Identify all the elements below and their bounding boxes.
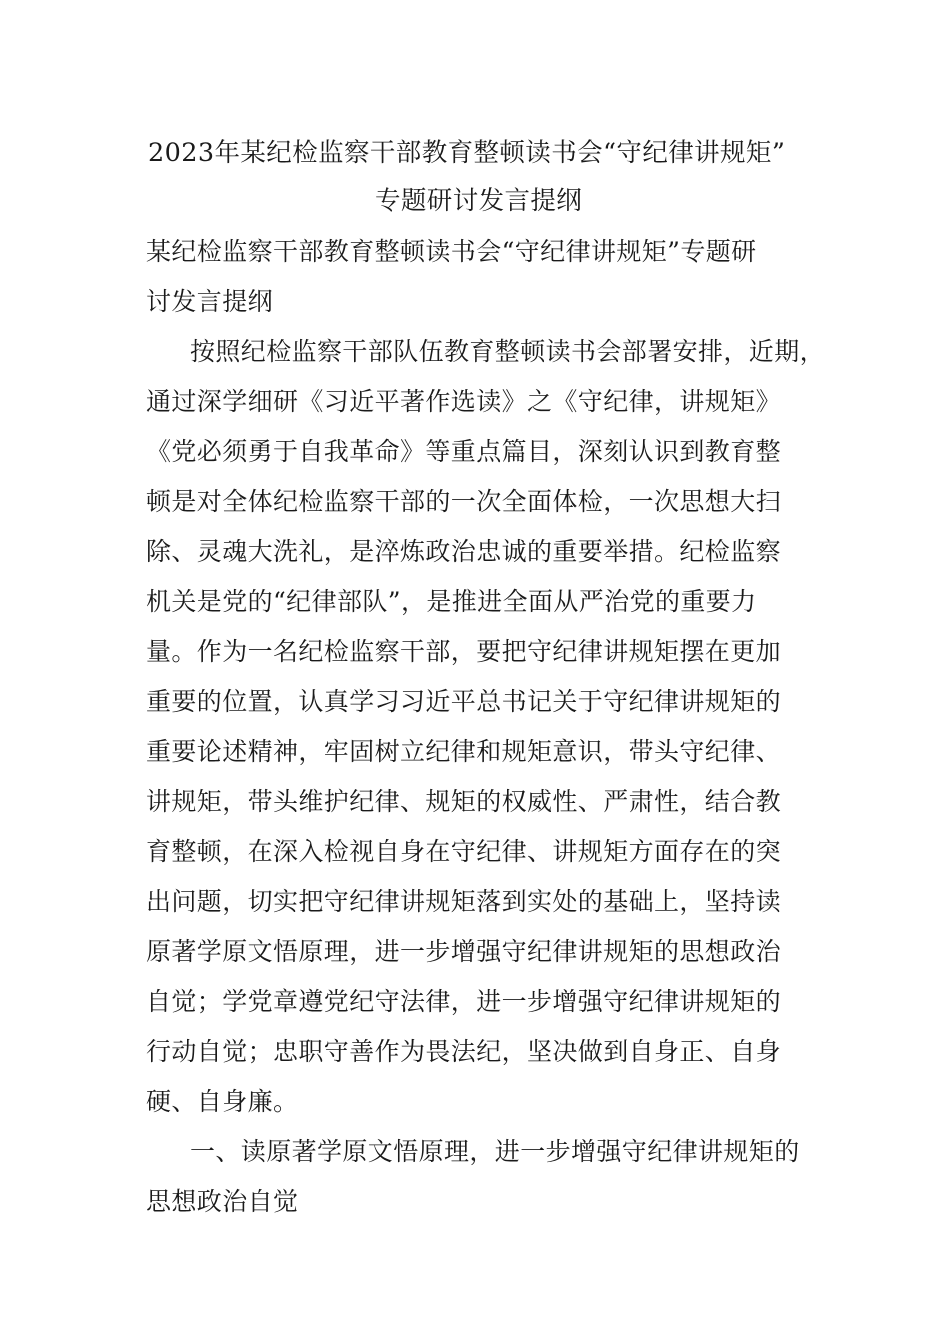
body-paragraph-line: 通过深学细研《习近平著作选读》之《守纪律，讲规矩》 [146, 387, 782, 416]
body-paragraph-line: 《党必须勇于自我革命》等重点篇目，深刻认识到教育整 [146, 437, 782, 466]
body-paragraph-line: 量。作为一名纪检监察干部，要把守纪律讲规矩摆在更加 [146, 637, 782, 666]
document-title-line-1: 2023年某纪检监察干部教育整顿读书会“守纪律讲规矩” [148, 138, 786, 168]
body-paragraph-line: 重要的位置，认真学习习近平总书记关于守纪律讲规矩的 [146, 687, 782, 716]
body-paragraph-line: 硬、自身廉。 [146, 1087, 299, 1116]
body-paragraph-line: 讲规矩，带头维护纪律、规矩的权威性、严肃性，结合教 [146, 787, 782, 816]
body-paragraph-line: 按照纪检监察干部队伍教育整顿读书会部署安排，近期， [190, 337, 826, 366]
body-paragraph-line: 原著学原文悟原理，进一步增强守纪律讲规矩的思想政治 [146, 937, 782, 966]
document-subtitle-line-2: 讨发言提纲 [146, 287, 274, 316]
document-subtitle-line-1: 某纪检监察干部教育整顿读书会“守纪律讲规矩”专题研 [146, 237, 757, 266]
body-paragraph-line: 自觉；学党章遵党纪守法律，进一步增强守纪律讲规矩的 [146, 987, 782, 1016]
document-title-line-2: 专题研讨发言提纲 [375, 186, 583, 216]
body-paragraph-line: 育整顿，在深入检视自身在守纪律、讲规矩方面存在的突 [146, 837, 782, 866]
body-paragraph-line: 行动自觉；忠职守善作为畏法纪，坚决做到自身正、自身 [146, 1037, 782, 1066]
body-paragraph-line: 重要论述精神，牢固树立纪律和规矩意识，带头守纪律、 [146, 737, 782, 766]
body-paragraph-line: 机关是党的“纪律部队”，是推进全面从严治党的重要力 [146, 587, 757, 616]
section-heading-line-2: 思想政治自觉 [146, 1187, 299, 1216]
body-paragraph-line: 出问题，切实把守纪律讲规矩落到实处的基础上，坚持读 [146, 887, 782, 916]
section-heading-line-1: 一、读原著学原文悟原理，进一步增强守纪律讲规矩的 [190, 1137, 800, 1166]
body-paragraph-line: 除、灵魂大洗礼，是淬炼政治忠诚的重要举措。纪检监察 [146, 537, 782, 566]
body-paragraph-line: 顿是对全体纪检监察干部的一次全面体检，一次思想大扫 [146, 487, 782, 516]
